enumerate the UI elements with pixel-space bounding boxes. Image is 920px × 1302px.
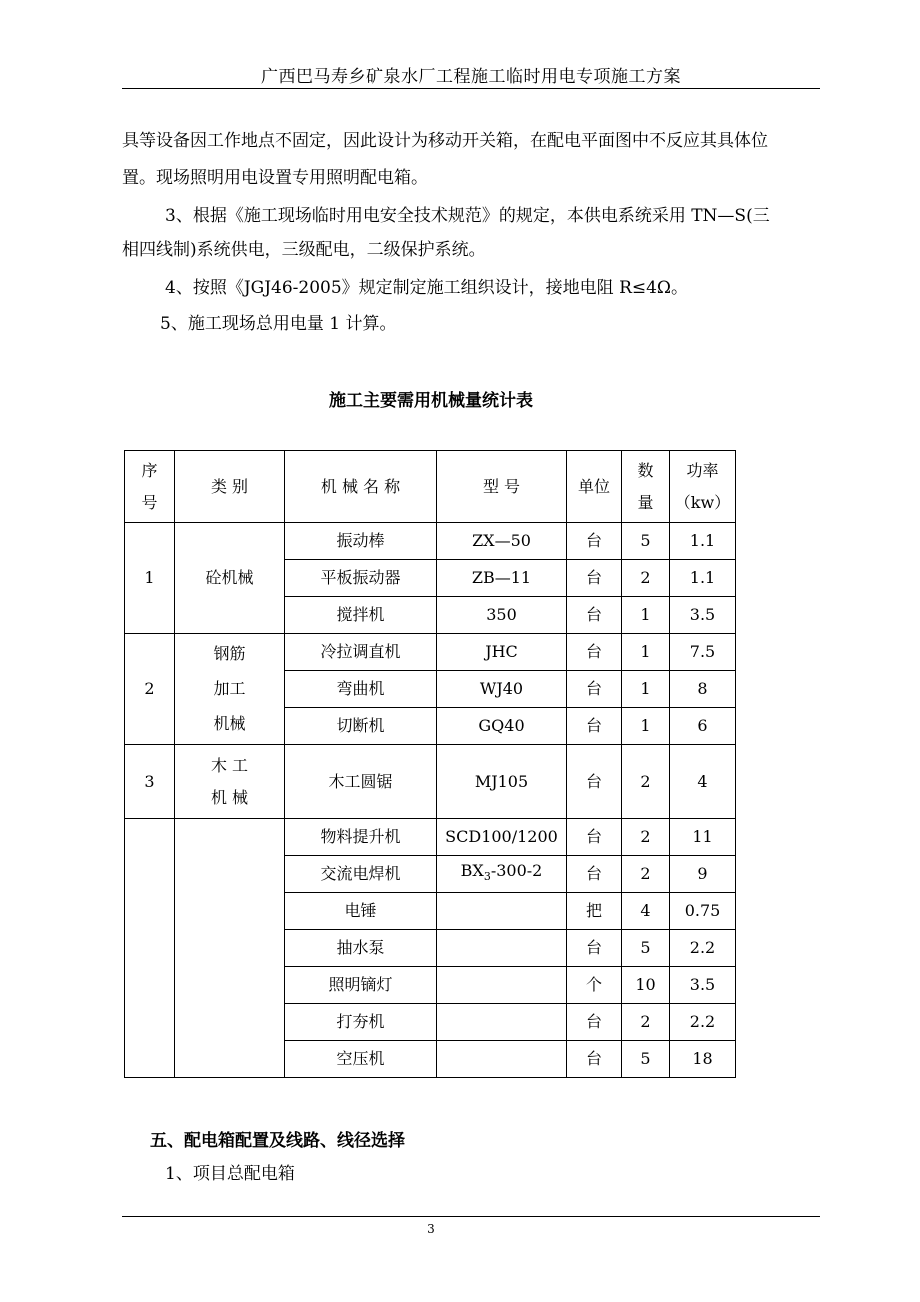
group-category-empty: [175, 819, 285, 1078]
machine-model: MJ105: [437, 745, 567, 819]
paragraph-line: 相四线制)系统供电，三级配电，二级保护系统。: [122, 240, 486, 260]
machine-power: 1.1: [670, 560, 736, 597]
group-seq-empty: [125, 819, 175, 1078]
machine-model: [437, 856, 567, 893]
machine-qty: 1: [622, 597, 670, 634]
machine-power: 2.2: [670, 1004, 736, 1041]
paragraph-line: 5、施工现场总用电量 1 计算。: [160, 314, 397, 334]
machine-qty: 1: [622, 634, 670, 671]
machine-power: 1.1: [670, 523, 736, 560]
machine-qty: 2: [622, 560, 670, 597]
paragraph-line: 4、按照《JGJ46-2005》规定制定施工组织设计，接地电阻 R≤4Ω。: [165, 278, 689, 298]
page-number: 3: [427, 1222, 435, 1236]
page-header-title: 广西巴马寿乡矿泉水厂工程施工临时用电专项施工方案: [261, 67, 681, 87]
machine-name: 平板振动器: [285, 560, 437, 597]
machine-model: 350: [437, 597, 567, 634]
machine-model: [437, 930, 567, 967]
group-seq: 2: [125, 634, 175, 745]
header-category: 类 别: [175, 451, 285, 523]
machine-model: WJ40: [437, 671, 567, 708]
machine-unit: 把: [567, 893, 622, 930]
machine-qty: 4: [622, 893, 670, 930]
machine-model: ZX—50: [437, 523, 567, 560]
machine-name: 木工圆锯: [285, 745, 437, 819]
machine-name: 切断机: [285, 708, 437, 745]
machine-unit: 台: [567, 930, 622, 967]
machine-qty: 1: [622, 708, 670, 745]
paragraph-line: 3、根据《施工现场临时用电安全技术规范》的规定，本供电系统采用 TN—S(三: [165, 206, 770, 226]
footer-divider: [122, 1216, 820, 1217]
category-line: 加工: [213, 679, 246, 698]
header-unit: 单位: [567, 451, 622, 523]
machine-power: 0.75: [670, 893, 736, 930]
machine-model: [437, 967, 567, 1004]
machine-unit: 台: [567, 560, 622, 597]
machine-model: SCD100/1200: [437, 819, 567, 856]
machine-power: 9: [670, 856, 736, 893]
header-divider: [122, 88, 820, 89]
machine-qty: 5: [622, 930, 670, 967]
machine-unit: 台: [567, 708, 622, 745]
model-tail: -300-2: [490, 860, 543, 880]
machine-power: 18: [670, 1041, 736, 1078]
machine-model: ZB—11: [437, 560, 567, 597]
machine-unit: 台: [567, 1004, 622, 1041]
group-seq: 1: [125, 523, 175, 634]
header-power-line: 功率: [686, 460, 719, 480]
header-qty: [622, 451, 670, 523]
header-seq: [125, 451, 175, 523]
machine-power: 4: [670, 745, 736, 819]
model-main: BX: [460, 860, 484, 880]
machine-name: 空压机: [285, 1041, 437, 1078]
category-line: 木 工: [210, 755, 249, 775]
machine-power: 8: [670, 671, 736, 708]
machine-name: 振动棒: [285, 523, 437, 560]
machine-unit: 台: [567, 1041, 622, 1078]
section-item: 1、项目总配电箱: [165, 1164, 295, 1184]
machine-model: [437, 893, 567, 930]
machine-model: [437, 1041, 567, 1078]
header-power: [670, 451, 736, 523]
category-line: 钢筋: [213, 644, 246, 663]
machine-unit: 台: [567, 856, 622, 893]
machine-qty: 1: [622, 671, 670, 708]
header-seq-line: 号: [141, 492, 158, 512]
section-heading: 五、配电箱配置及线路、线径选择: [150, 1131, 405, 1151]
machine-model: [437, 1004, 567, 1041]
group-category: [175, 634, 285, 745]
machine-name: 冷拉调直机: [285, 634, 437, 671]
machine-power: 2.2: [670, 930, 736, 967]
machine-power: 6: [670, 708, 736, 745]
machine-qty: 5: [622, 523, 670, 560]
machine-qty: 2: [622, 1004, 670, 1041]
machine-qty: 2: [622, 745, 670, 819]
machine-power: 7.5: [670, 634, 736, 671]
table-row: [125, 745, 736, 819]
machine-model: JHC: [437, 634, 567, 671]
machine-unit: 台: [567, 819, 622, 856]
machine-name: 打夯机: [285, 1004, 437, 1041]
machine-unit: 台: [567, 523, 622, 560]
table-title: 施工主要需用机械量统计表: [329, 391, 533, 411]
machine-unit: 台: [567, 745, 622, 819]
machine-name: 交流电焊机: [285, 856, 437, 893]
group-category: [175, 745, 285, 819]
group-category: 砼机械: [175, 523, 285, 634]
header-qty-line: 数: [637, 460, 654, 480]
paragraph-line: 置。现场照明用电设置专用照明配电箱。: [122, 168, 428, 188]
machine-qty: 5: [622, 1041, 670, 1078]
machine-power: 3.5: [670, 967, 736, 1004]
machine-unit: 个: [567, 967, 622, 1004]
category-line: 机 械: [210, 787, 249, 807]
machine-name: 电锤: [285, 893, 437, 930]
machine-power: 3.5: [670, 597, 736, 634]
table-row: [125, 634, 736, 671]
table-row: [125, 523, 736, 560]
machine-qty: 2: [622, 856, 670, 893]
header-seq-line: 序: [141, 460, 158, 480]
header-qty-line: 量: [637, 492, 654, 512]
machine-name: 搅拌机: [285, 597, 437, 634]
machine-name: 物料提升机: [285, 819, 437, 856]
machine-unit: 台: [567, 597, 622, 634]
model-subscript: 3: [483, 870, 491, 884]
machine-name: 抽水泵: [285, 930, 437, 967]
machine-unit: 台: [567, 671, 622, 708]
category-line: 机械: [213, 714, 246, 733]
machinery-table: [124, 450, 736, 1078]
machine-name: 弯曲机: [285, 671, 437, 708]
group-seq: 3: [125, 745, 175, 819]
paragraph-line: 具等设备因工作地点不固定，因此设计为移动开关箱，在配电平面图中不反应其具体位: [122, 131, 768, 151]
table-header-row: [125, 451, 736, 523]
table-row: [125, 819, 736, 856]
machine-model: GQ40: [437, 708, 567, 745]
machine-qty: 2: [622, 819, 670, 856]
machine-power: 11: [670, 819, 736, 856]
header-model: 型 号: [437, 451, 567, 523]
machine-name: 照明镝灯: [285, 967, 437, 1004]
header-power-line: （kw）: [674, 492, 731, 512]
header-name: 机 械 名 称: [285, 451, 437, 523]
machine-qty: 10: [622, 967, 670, 1004]
machine-unit: 台: [567, 634, 622, 671]
